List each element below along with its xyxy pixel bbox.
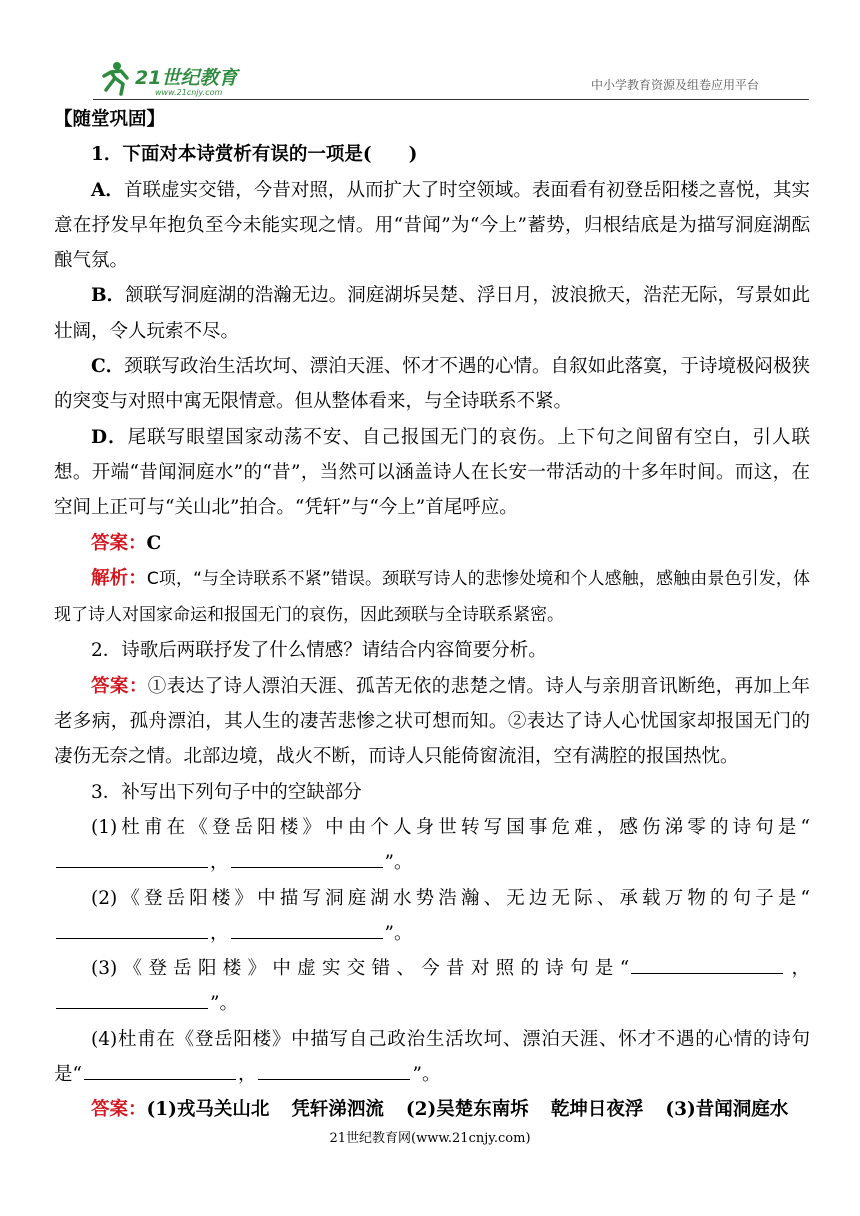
fill-prompt: (1)杜甫在《登岳阳楼》中由个人身世转写国事危难，感伤涕零的诗句是“ — [91, 816, 810, 838]
q1-option-c — [54, 349, 810, 420]
fill-blank[interactable] — [56, 919, 208, 939]
q2-answer — [54, 669, 810, 775]
q3-stem — [54, 775, 810, 810]
answer-label: 答案： — [91, 1099, 147, 1121]
fill-sep: ， — [210, 922, 229, 944]
answer-text: 凭轩涕泗流 — [291, 1099, 384, 1121]
q1-answer — [54, 526, 810, 561]
fill-end: ”。 — [384, 852, 413, 874]
page-footer: 21世纪教育网(www.21cnjy.com) — [329, 1131, 531, 1146]
fill-blank[interactable] — [258, 1060, 410, 1080]
answer-text: (1)戎马关山北 — [146, 1099, 270, 1121]
fill-blank[interactable] — [56, 989, 208, 1009]
q1-stem — [54, 137, 810, 172]
logo — [101, 60, 261, 98]
runner-icon — [104, 62, 127, 94]
fill-prompt: (4)杜甫在《登岳阳楼》中描写自己政治生活坎坷、漂泊天涯、怀才不遇的心情的诗句是“ — [54, 1028, 810, 1086]
logo-text: 21世纪教育 — [135, 67, 238, 89]
option-letter: A． — [91, 179, 124, 201]
fill-end: ”。 — [210, 993, 238, 1015]
option-letter: C． — [91, 356, 125, 378]
logo-url: www.21cnjy.com — [155, 88, 223, 97]
answer-label: 答案： — [91, 532, 147, 554]
answer-label: 答案： — [91, 675, 148, 697]
fill-sep: ， — [210, 852, 229, 874]
option-text: 首联虚实交错，今昔对照，从而扩大了时空领域。表面看有初登岳阳楼之喜悦，其实意在抒发早年抱负至今未能实现之情。用“昔闻”为“今上”蓄势，归根结底是为描写洞庭湖酝酿气氛。 — [54, 179, 810, 272]
q1-option-d — [54, 420, 810, 526]
fill-sep: ， — [785, 958, 810, 980]
answer-text: ①表达了诗人漂泊天涯、孤苦无依的悲楚之情。诗人与亲朋音讯断绝，再加上年老多病，孤舟漂泊，其人生的凄苦悲惨之状可想而知。②表达了诗人心忧国家却报国无门的凄伤无奈之情。北部边境，战火不断，而诗人只能倚窗流泪，空有满腔的报国热忱。 — [54, 675, 810, 768]
header-slogan: 中小学教育资源及组卷应用平台 — [590, 78, 759, 92]
option-text: 尾联写眼望国家动荡不安、自己报国无门的哀伤。上下句之间留有空白，引人联想。开端“昔闻洞庭水”的“昔”，当然可以涵盖诗人在长安一带活动的十多年时间。而这，在空间上正可与“关山北”拍合。“凭轩”与“今上”首尾呼应。 — [54, 426, 810, 519]
answer-text: (2)吴楚东南坼 — [405, 1099, 529, 1121]
fill-end: ”。 — [412, 1064, 441, 1086]
section-title: 【随堂巩固】 — [54, 109, 166, 130]
option-letter: B． — [91, 285, 126, 307]
header-divider — [93, 99, 809, 100]
q1-option-b — [54, 278, 810, 349]
page-header — [93, 54, 809, 100]
fill-blank[interactable] — [84, 1060, 236, 1080]
answer-text: 乾坤日夜浮 — [550, 1099, 644, 1121]
q1-stem-text: 1．下面对本诗赏析有误的一项是( ) — [91, 144, 418, 166]
q3-item-2 — [54, 881, 810, 952]
q2-stem — [54, 633, 810, 668]
fill-prompt: (3)《登岳阳楼》中虚实交错、今昔对照的诗句是“ — [91, 958, 630, 980]
fill-sep: ， — [237, 1064, 257, 1086]
option-text: 颔联写洞庭湖的浩瀚无边。洞庭湖坼吴楚、浮日月，波浪掀天，浩茫无际，写景如此壮阔，令人玩索不尽。 — [54, 285, 810, 342]
fill-blank[interactable] — [231, 919, 383, 939]
q3-stem-text: 3．补写出下列句子中的空缺部分 — [91, 781, 362, 803]
answer-text: (3)昔闻洞庭水 — [665, 1099, 789, 1121]
option-letter: D． — [91, 426, 128, 448]
fill-blank[interactable] — [231, 848, 383, 868]
analysis-label: 解析： — [91, 567, 147, 589]
q3-item-4 — [54, 1022, 810, 1093]
analysis-text: C项，“与全诗联系不紧”错误。颈联写诗人的悲惨处境和个人感触，感触由景色引发，体现了诗人对国家命运和报国无门的哀伤，因此颈联与全诗联系紧密。 — [54, 568, 810, 626]
document-body — [54, 102, 810, 1128]
fill-prompt: (2)《登岳阳楼》中描写洞庭湖水势浩瀚、无边无际、承载万物的句子是“ — [91, 887, 810, 909]
q1-option-a — [54, 173, 810, 279]
q2-stem-text: 2．诗歌后两联抒发了什么情感？请结合内容简要分析。 — [91, 640, 547, 662]
q3-answer — [54, 1092, 810, 1127]
q1-analysis — [54, 561, 810, 634]
answer-text: C — [146, 532, 162, 554]
q3-item-1 — [54, 810, 810, 881]
fill-end: ”。 — [384, 922, 413, 944]
option-text: 颈联写政治生活坎坷、漂泊天涯、怀才不遇的心情。自叙如此落寞，于诗境极闷极狭的突变与对照中寓无限情意。但从整体看来，与全诗联系不紧。 — [54, 356, 810, 413]
fill-blank[interactable] — [56, 848, 208, 868]
q3-item-3 — [54, 951, 810, 1022]
fill-blank[interactable] — [631, 954, 783, 974]
